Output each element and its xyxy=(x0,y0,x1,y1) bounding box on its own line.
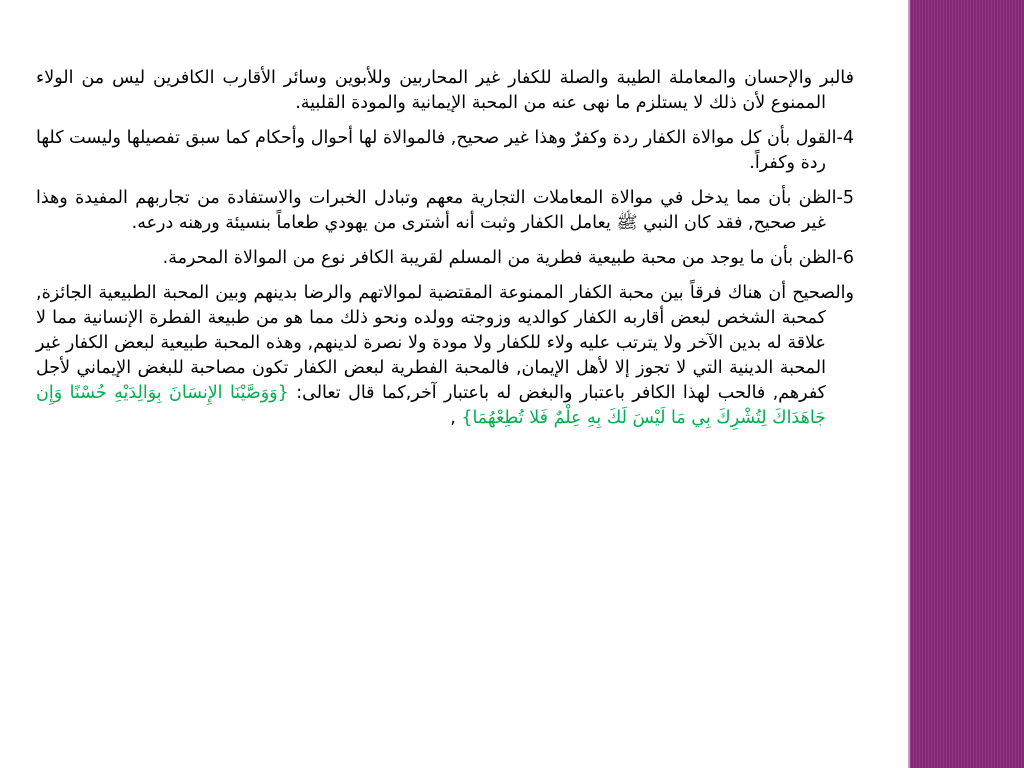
paragraph-point-4: 4-القول بأن كل موالاة الكفار ردة وكفرٌ وهذا غير صحيح, فالموالاة لها أحوال وأحكام كما سبق تفصيلها وليست كلها ردة وكفراً. xyxy=(36,128,854,173)
decorative-side-panel xyxy=(910,0,1024,768)
quran-verse: {وَوَصَّيْنَا الإِنسَانَ بِوَالِدَيْهِ حُسْنًا وَإِن جَاهَدَاكَ لِتُشْرِكَ بِي مَا لَيْسَ لَكَ بِهِ عِلْمٌ فَلا تُطِعْهُمَا} xyxy=(36,383,826,428)
paragraph-point-6: 6-الظن بأن ما يوجد من محبة طبيعية فطرية من المسلم لقريبة الكافر نوع من الموالاة المحرمة. xyxy=(162,248,854,268)
paragraph-conclusion xyxy=(36,281,854,431)
paragraph-1: فالبر والإحسان والمعاملة الطيبة والصلة للكفار غير المحاربين وللأبوين وسائر الأقارب الكافرين ليس من الولاء الممنوع لأن ذلك لا يستلزم ما نهى عنه من المحبة الإيمانية والمودة القلبية. xyxy=(36,68,854,113)
slide-body xyxy=(36,66,854,441)
conclusion-tail: , xyxy=(450,408,462,428)
paragraph-point-5: 5-الظن بأن مما يدخل في موالاة المعاملات التجارية معهم وتبادل الخبرات والاستفادة من تجاربهم المفيدة وهذا غير صحيح, فقد كان النبي ﷺ يعامل الكفار وثبت أنه أشترى من يهودي طعاماً بنسيئة ورهنه درعه. xyxy=(36,188,854,233)
conclusion-text: والصحيح أن هناك فرقاً بين محبة الكفار الممنوعة المقتضية لموالاتهم والرضا بدينهم وبين المحبة الطبيعية الجائزة, كمحبة الشخص لبعض أقاربه الكفار كوالديه وزوجته وولده ونحو ذلك مما هو من طبيعة الفطرة الإنسانية مما لا علاقة له بدين الآخر ولا يترتب عليه ولاء للكفار ولا مودة ولا نصرة لدينهم, وهذه المحبة طبيعية لبعض الكفار غير المحبة الدينية التي لا تجوز إلا لأهل الإيمان, فالمحبة الفطرية لبعض الكفار تكون مصاحبة للبغض الإيماني لأجل كفرهم, فالحب لهذا الكافر باعتبار والبغض له باعتبار آخر,كما قال تعالى: xyxy=(36,283,854,403)
